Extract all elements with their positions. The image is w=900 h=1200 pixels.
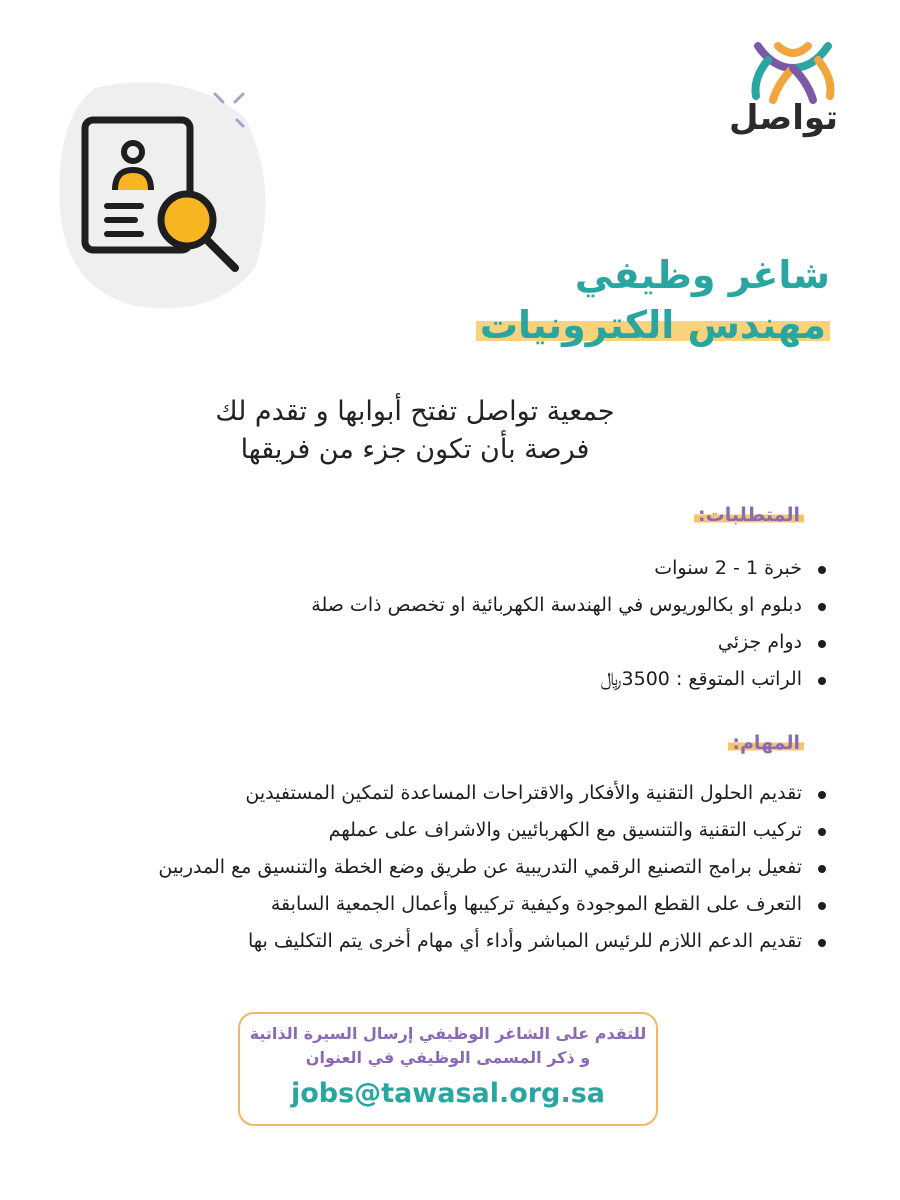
intro-line-2: فرصة بأن تكون جزء من فريقها	[240, 434, 590, 465]
apply-instruction-1: للتقدم على الشاغر الوظيفي إرسال السيرة الذاتية	[249, 1024, 647, 1043]
list-item: خبرة 1 - 2 سنوات	[311, 550, 828, 587]
intro-line-1: جمعية تواصل تفتح أبوابها و تقدم لك	[215, 396, 615, 427]
tasks-list	[158, 775, 828, 960]
list-item: دوام جزئي	[311, 624, 828, 661]
resume-search-illustration	[55, 78, 270, 313]
list-item: الراتب المتوقع : 3500﷼	[311, 661, 828, 698]
list-item: تقديم الدعم اللازم للرئيس المباشر وأداء أي مهام أخرى يتم التكليف بها	[158, 923, 828, 960]
headline-job-title: مهندس الكترونيات	[476, 300, 830, 350]
requirements-list	[311, 550, 828, 698]
list-item: تفعيل برامج التصنيع الرقمي التدريبية عن طريق وضع الخطة والتنسيق مع المدربين	[158, 849, 828, 886]
requirements-title: المتطلبات:	[694, 504, 804, 526]
headline-title: شاغر وظيفي	[574, 253, 830, 297]
job-headline	[476, 250, 830, 350]
list-item: تركيب التقنية والتنسيق مع الكهربائيين والاشراف على عملهم	[158, 812, 828, 849]
intro-text	[185, 393, 645, 469]
apply-email-link[interactable]: jobs@tawasal.org.sa	[290, 1078, 606, 1109]
list-item: التعرف على القطع الموجودة وكيفية تركيبها وأعمال الجمعية السابقة	[158, 886, 828, 923]
list-item: دبلوم او بكالوريوس في الهندسة الكهربائية او تخصص ذات صلة	[311, 587, 828, 624]
apply-instruction-2: و ذكر المسمى الوظيفي في العنوان	[305, 1048, 591, 1067]
logo-text: تواصل	[729, 98, 838, 138]
apply-box	[238, 1012, 658, 1126]
tasks-title: المهام:	[728, 732, 804, 754]
list-item: تقديم الحلول التقنية والأفكار والاقتراحات المساعدة لتمكين المستفيدين	[158, 775, 828, 812]
